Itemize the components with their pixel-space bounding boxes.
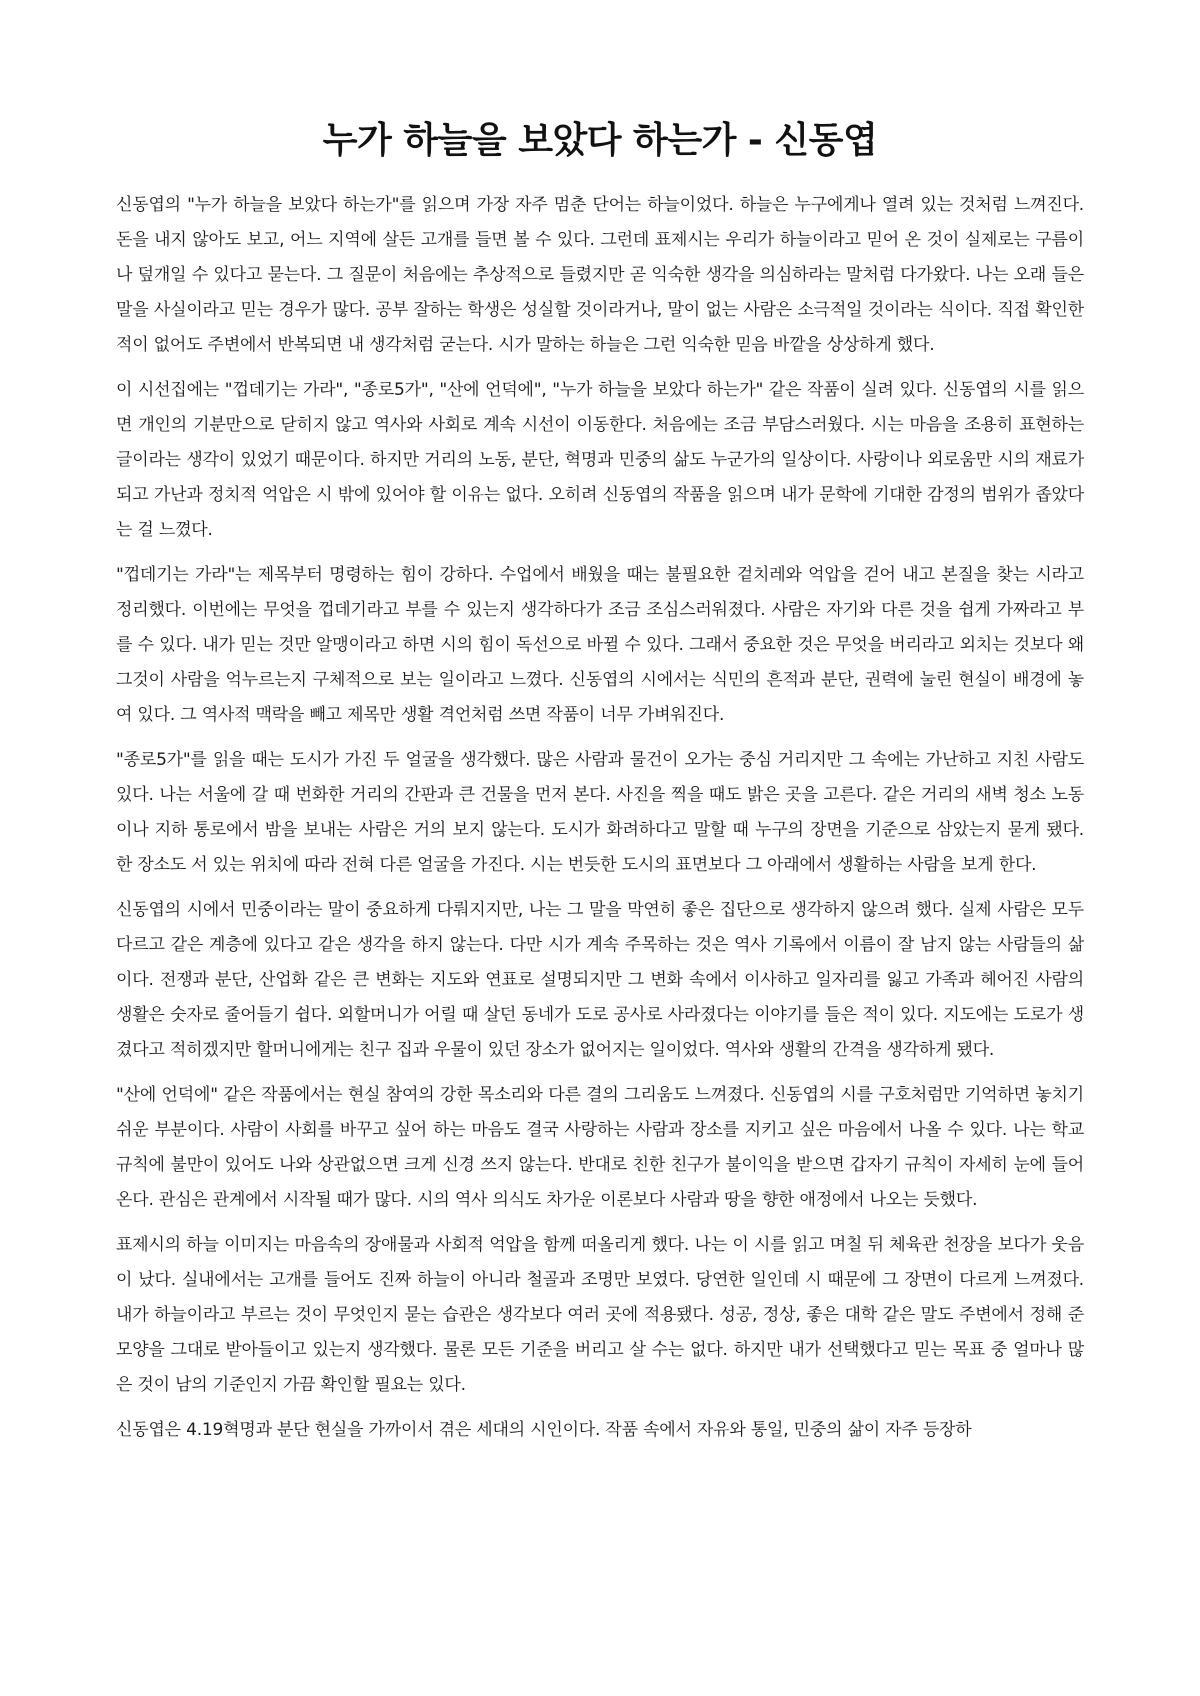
body-paragraph-5: 신동엽의 시에서 민중이라는 말이 중요하게 다뤄지지만, 나는 그 말을 막연히 좋은 집단으로 생각하지 않으려 했다. 실제 사람은 모두 다르고 같은 계층에 있다고 같은 생각을 하지 않는다. 다만 시가 계속 주목하는 것은 역사 기록에서 이름이 잘 남지 않는 사람들의 삶이다. 전쟁과 분단, 산업화 같은 큰 변화는 지도와 연표로 설명되지만 그 변화 속에서 이사하고 일자리를 잃고 가족과 헤어진 사람의 생활은 숫자로 줄어들기 쉽다. 외할머니가 어릴 때 살던 동네가 도로 공사로 사라졌다는 이야기를 들은 적이 있다. 지도에는 도로가 생겼다고 적히겠지만 할머니에게는 친구 집과 우물이 있던 장소가 없어지는 일이었다. 역사와 생활의 간격을 생각하게 됐다.	[116, 900, 1084, 1060]
body-paragraph-4: "종로5가"를 읽을 때는 도시가 가진 두 얼굴을 생각했다. 많은 사람과 물건이 오가는 중심 거리지만 그 속에는 가난하고 지친 사람도 있다. 나는 서울에 갈 때 번화한 거리의 간판과 큰 건물을 먼저 본다. 사진을 찍을 때도 밝은 곳을 고른다. 같은 거리의 새벽 청소 노동이나 지하 통로에서 밤을 보내는 사람은 거의 보지 않는다. 도시가 화려하다고 말할 때 누구의 장면을 기준으로 삼았는지 묻게 됐다. 한 장소도 서 있는 위치에 따라 전혀 다른 얼굴을 가진다. 시는 번듯한 도시의 표면보다 그 아래에서 생활하는 사람을 보게 한다.	[116, 750, 1084, 875]
body-paragraph-2: 이 시선집에는 "껍데기는 가라", "종로5가", "산에 언덕에", "누가 하늘을 보았다 하는가" 같은 작품이 실려 있다. 신동엽의 시를 읽으면 개인의 기분만으로 닫히지 않고 역사와 사회로 계속 시선이 이동한다. 처음에는 조금 부담스러웠다. 시는 마음을 조용히 표현하는 글이라는 생각이 있었기 때문이다. 하지만 거리의 노동, 분단, 혁명과 민중의 삶도 누군가의 일상이다. 사랑이나 외로움만 시의 재료가 되고 가난과 정치적 억압은 시 밖에 있어야 할 이유는 없다. 오히려 신동엽의 작품을 읽으며 내가 문학에 기대한 감정의 범위가 좁았다는 걸 느꼈다.	[116, 380, 1084, 540]
body-paragraph-1: 신동엽의 "누가 하늘을 보았다 하는가"를 읽으며 가장 자주 멈춘 단어는 하늘이었다. 하늘은 누구에게나 열려 있는 것처럼 느껴진다. 돈을 내지 않아도 보고, 어느 지역에 살든 고개를 들면 볼 수 있다. 그런데 표제시는 우리가 하늘이라고 믿어 온 것이 실제로는 구름이나 덮개일 수 있다고 묻는다. 그 질문이 처음에는 추상적으로 들렸지만 곧 익숙한 생각을 의심하라는 말처럼 다가왔다. 나는 오래 들은 말을 사실이라고 믿는 경우가 많다. 공부 잘하는 학생은 성실할 것이라거나, 말이 없는 사람은 소극적일 것이라는 식이다. 직접 확인한 적이 없어도 주변에서 반복되면 내 생각처럼 굳는다. 시가 말하는 하늘은 그런 익숙한 믿음 바깥을 상상하게 했다.	[116, 195, 1084, 355]
body-paragraph-7: 표제시의 하늘 이미지는 마음속의 장애물과 사회적 억압을 함께 떠올리게 했다. 나는 이 시를 읽고 며칠 뒤 체육관 천장을 보다가 웃음이 났다. 실내에서는 고개를 들어도 진짜 하늘이 아니라 철골과 조명만 보였다. 당연한 일인데 시 때문에 그 장면이 다르게 느껴졌다. 내가 하늘이라고 부르는 것이 무엇인지 묻는 습관은 생각보다 여러 곳에 적용됐다. 성공, 정상, 좋은 대학 같은 말도 주변에서 정해 준 모양을 그대로 받아들이고 있는지 생각했다. 물론 모든 기준을 버리고 살 수는 없다. 하지만 내가 선택했다고 믿는 목표 중 얼마나 많은 것이 남의 기준인지 가끔 확인할 필요는 있다.	[116, 1235, 1084, 1395]
body-paragraph-6: "산에 언덕에" 같은 작품에서는 현실 참여의 강한 목소리와 다른 결의 그리움도 느껴졌다. 신동엽의 시를 구호처럼만 기억하면 놓치기 쉬운 부분이다. 사람이 사회를 바꾸고 싶어 하는 마음도 결국 사랑하는 사람과 장소를 지키고 싶은 마음에서 나올 수 있다. 나는 학교 규칙에 불만이 있어도 나와 상관없으면 크게 신경 쓰지 않는다. 반대로 친한 친구가 불이익을 받으면 갑자기 규칙이 자세히 눈에 들어온다. 관심은 관계에서 시작될 때가 많다. 시의 역사 의식도 차가운 이론보다 사람과 땅을 향한 애정에서 나오는 듯했다.	[116, 1085, 1084, 1210]
document-title: 누가 하늘을 보았다 하는가 - 신동엽	[322, 120, 878, 161]
document-page	[116, 112, 1084, 1458]
body-paragraph-8: 신동엽은 4.19혁명과 분단 현실을 가까이서 겪은 세대의 시인이다. 작품 속에서 자유와 통일, 민중의 삶이 자주 등장하	[116, 1420, 972, 1440]
body-paragraph-3: "껍데기는 가라"는 제목부터 명령하는 힘이 강하다. 수업에서 배웠을 때는 불필요한 겉치레와 억압을 걷어 내고 본질을 찾는 시라고 정리했다. 이번에는 무엇을 껍데기라고 부를 수 있는지 생각하다가 조금 조심스러워졌다. 사람은 자기와 다른 것을 쉽게 가짜라고 부를 수 있다. 내가 믿는 것만 알맹이라고 하면 시의 힘이 독선으로 바뀔 수 있다. 그래서 중요한 것은 무엇을 버리라고 외치는 것보다 왜 그것이 사람을 억누르는지 구체적으로 보는 일이라고 느꼈다. 신동엽의 시에서는 식민의 흔적과 분단, 권력에 눌린 현실이 배경에 놓여 있다. 그 역사적 맥락을 빼고 제목만 생활 격언처럼 쓰면 작품이 너무 가벼워진다.	[116, 565, 1084, 725]
